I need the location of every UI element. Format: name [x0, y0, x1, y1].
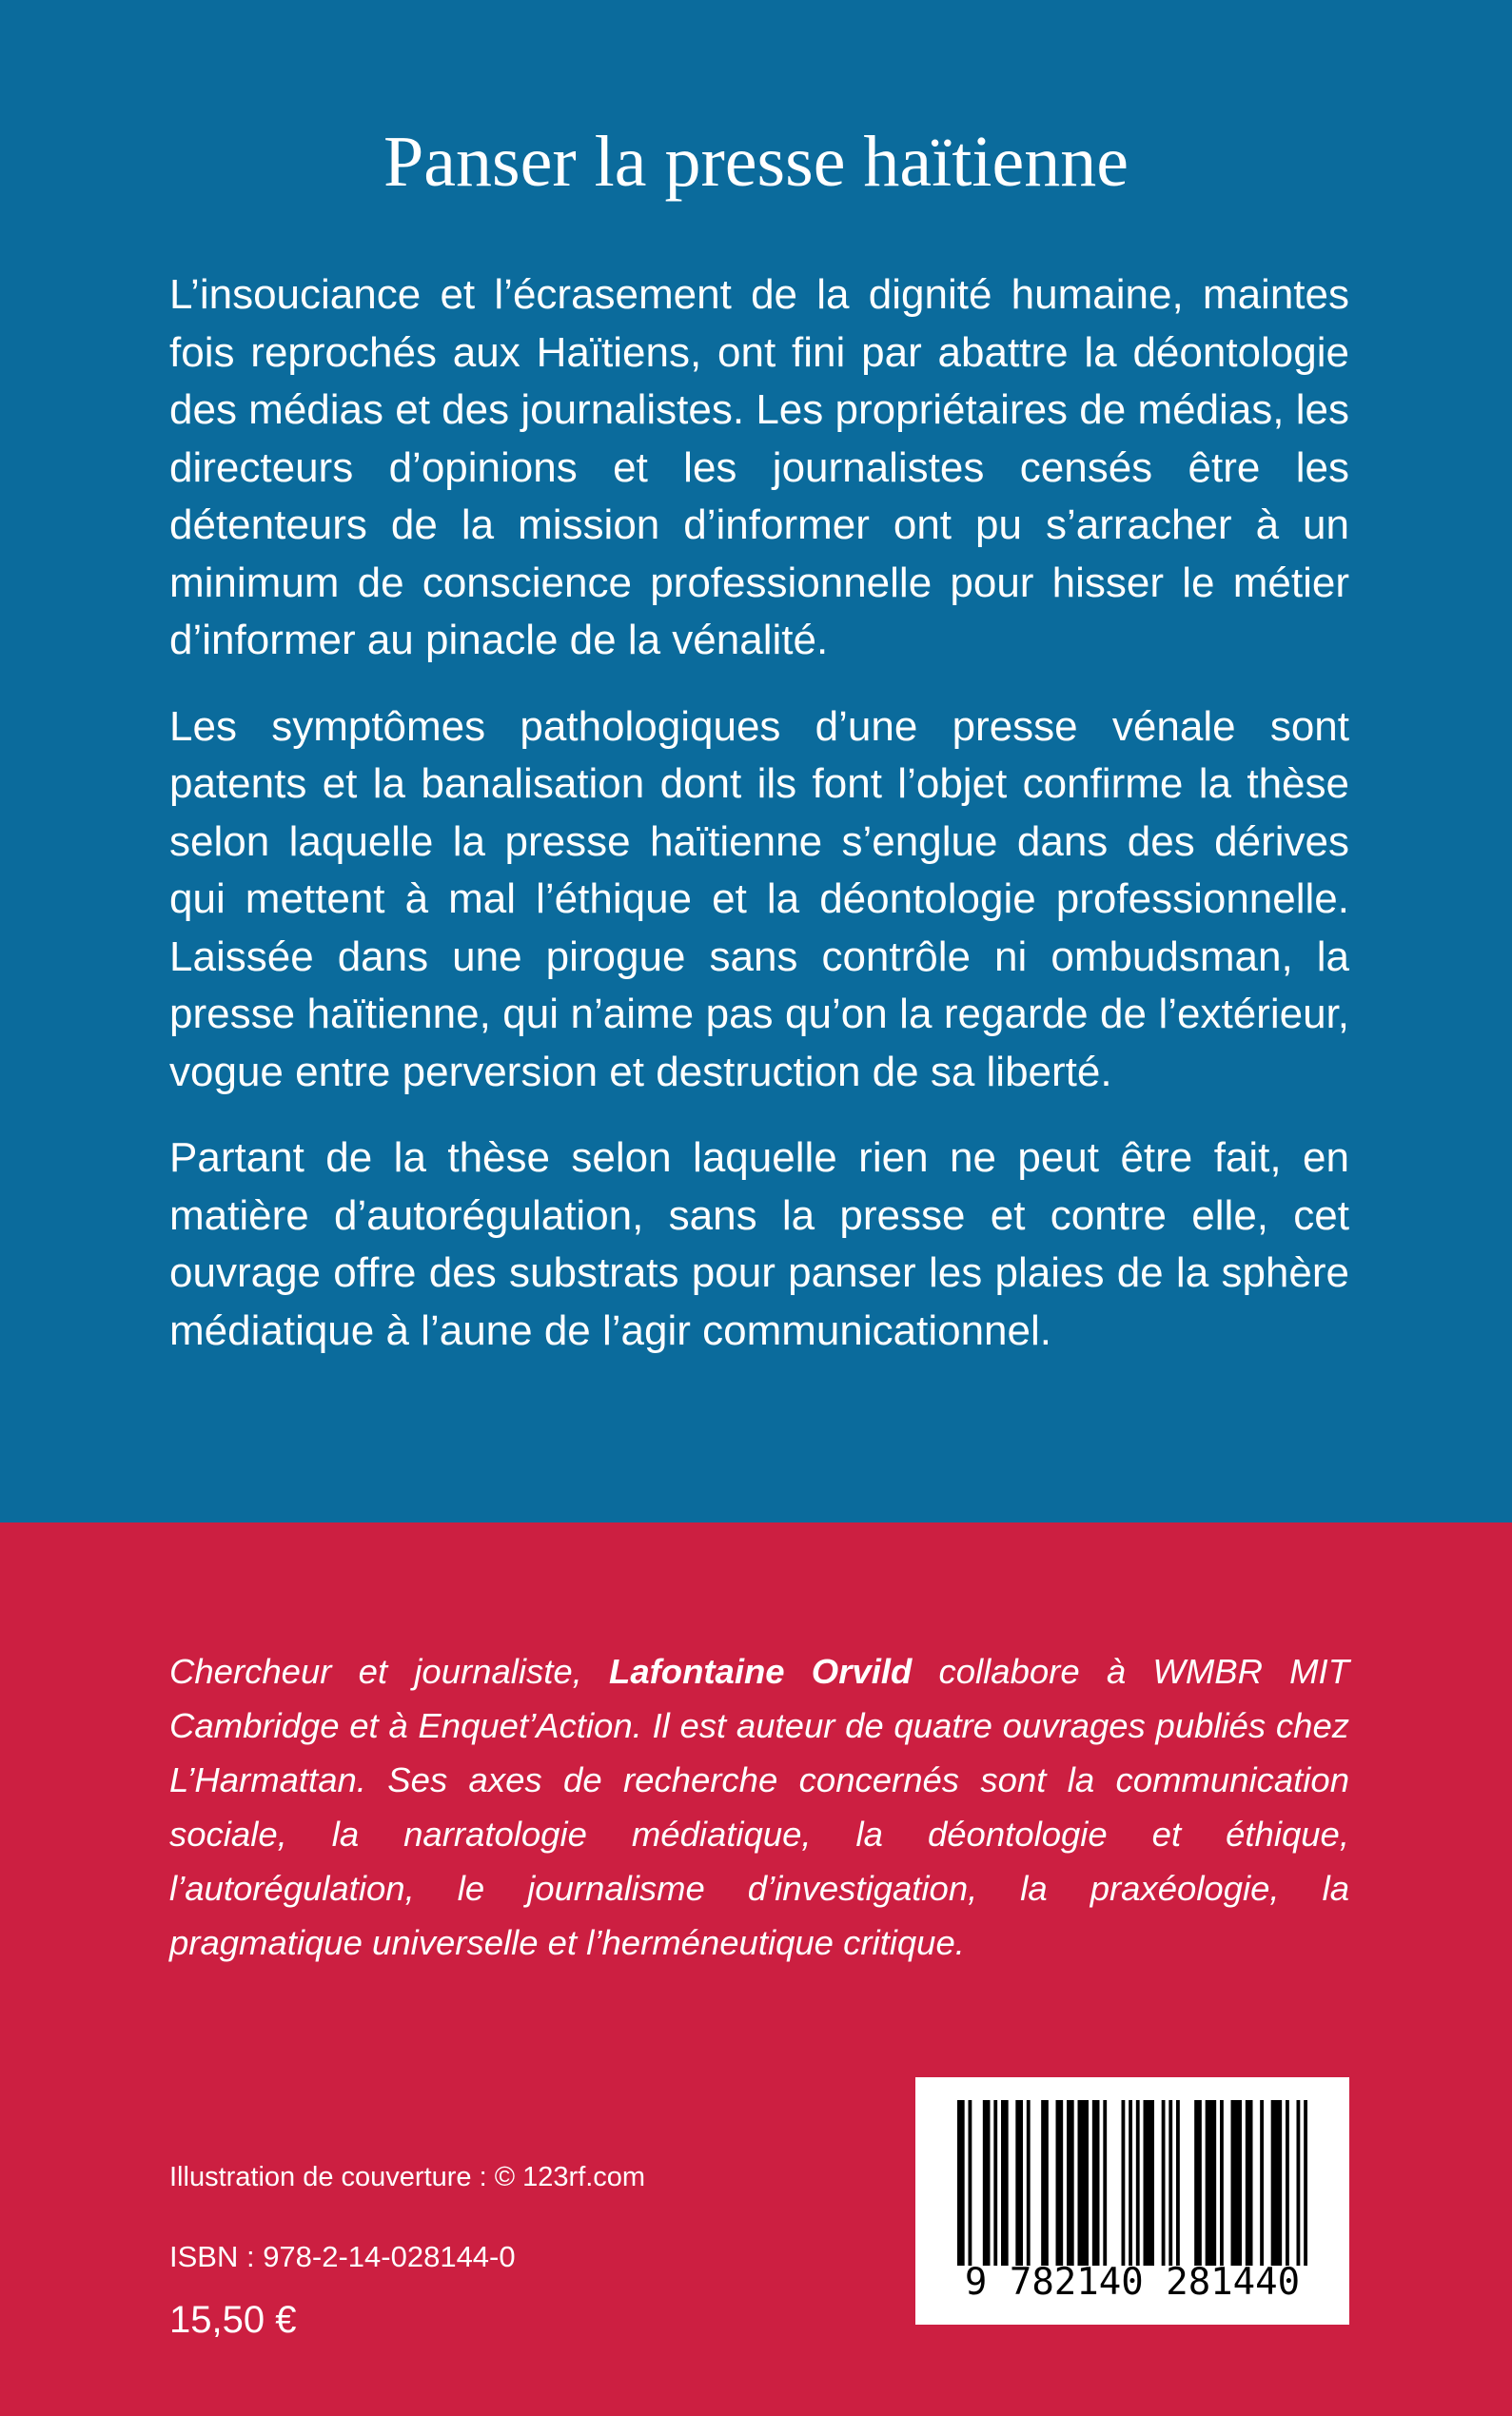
barcode-bar	[1129, 2100, 1132, 2266]
blurb-paragraph: Les symptômes pathologiques d’une presse vénale sont patents et la banalisation dont ils font l’objet confirme la thèse selon laquelle la presse haïtienne s’englue dans des dérives qui mettent à mal l’éthique et la déontologie professionnelle. Laissée dans une pirogue sans contrôle ni ombudsman, la presse haïtienne, qui n’aime pas qu’on la regarde de l’extérieur, vogue entre perversion et destruction de sa liberté.	[169, 702, 1349, 1095]
barcode-bar	[1041, 2100, 1049, 2266]
barcode-bar	[1056, 2100, 1064, 2266]
bio-suffix: collabore à WMBR MIT Cambridge et à Enquet’Action. Il est auteur de quatre ouvrages publiés chez L’Harmattan. Ses axes de recherche concernés sont la communication sociale, la narratologie médiatique, la déontologie et éthique, l’autorégulation, le journalisme d’investigation, la praxéologie, la pragmatique universelle et l’herméneutique critique.	[169, 1652, 1349, 1962]
barcode-bar	[1260, 2100, 1264, 2266]
barcode-bars	[957, 2100, 1307, 2266]
price: 15,50 €	[169, 2299, 297, 2341]
barcode-bar	[1220, 2100, 1224, 2266]
barcode-bar	[1001, 2100, 1009, 2266]
barcode-bar	[1103, 2100, 1107, 2266]
barcode-bar	[1271, 2100, 1283, 2266]
barcode-bar	[1136, 2100, 1140, 2266]
author-name: Lafontaine Orvild	[609, 1652, 913, 1691]
barcode-bar	[1092, 2100, 1100, 2266]
barcode-bar	[1194, 2100, 1202, 2266]
barcode-bar	[1168, 2100, 1172, 2266]
barcode-bar	[1122, 2100, 1126, 2266]
barcode-bar	[1297, 2100, 1301, 2266]
author-bio	[169, 1644, 1349, 1970]
barcode-bar	[1246, 2100, 1253, 2266]
bottom-panel	[0, 1522, 1512, 2416]
barcode-bar	[1015, 2100, 1023, 2266]
barcode-bar	[993, 2100, 997, 2266]
barcode-bar	[1162, 2100, 1166, 2266]
isbn: ISBN : 978-2-14-028144-0	[169, 2240, 516, 2273]
barcode-bar	[969, 2100, 972, 2266]
barcode	[915, 2077, 1349, 2325]
illustration-credit: Illustration de couverture : © 123rf.com	[169, 2162, 646, 2192]
barcode-bar	[1304, 2100, 1307, 2266]
barcode-bar	[1144, 2100, 1155, 2266]
barcode-bar	[957, 2100, 965, 2266]
blurb-paragraph: Partant de la thèse selon laquelle rien ne peut être fait, en matière d’autorégulation, sans la presse et contre elle, cet ouvrage offre des substrats pour panser les plaies de la sphère médiatique à l’aune de l’agir communicationnel.	[169, 1134, 1349, 1354]
bio-prefix: Chercheur et journaliste,	[169, 1652, 610, 1691]
barcode-bar	[983, 2100, 991, 2266]
barcode-bar	[1067, 2100, 1074, 2266]
barcode-bar	[1176, 2100, 1180, 2266]
barcode-bar	[1027, 2100, 1031, 2266]
book-title: Panser la presse haïtienne	[383, 122, 1129, 202]
barcode-bar	[1231, 2100, 1243, 2266]
barcode-digits: 9 782140 281440	[964, 2261, 1301, 2304]
barcode-bar	[1078, 2100, 1090, 2266]
barcode-bar	[1286, 2100, 1289, 2266]
barcode-bar	[1206, 2100, 1217, 2266]
blurb	[169, 266, 1349, 1388]
blurb-paragraph: L’insouciance et l’écrasement de la dignité humaine, maintes fois reprochés aux Haïtiens, ont fini par abattre la déontologie des médias et des journalistes. Les propriétaires de médias, les directeurs d’opinions et les journalistes censés être les détenteurs de la mission d’informer ont pu s’arracher à un minimum de conscience professionnelle pour hisser le métier d’informer au pinacle de la vénalité.	[169, 271, 1349, 663]
